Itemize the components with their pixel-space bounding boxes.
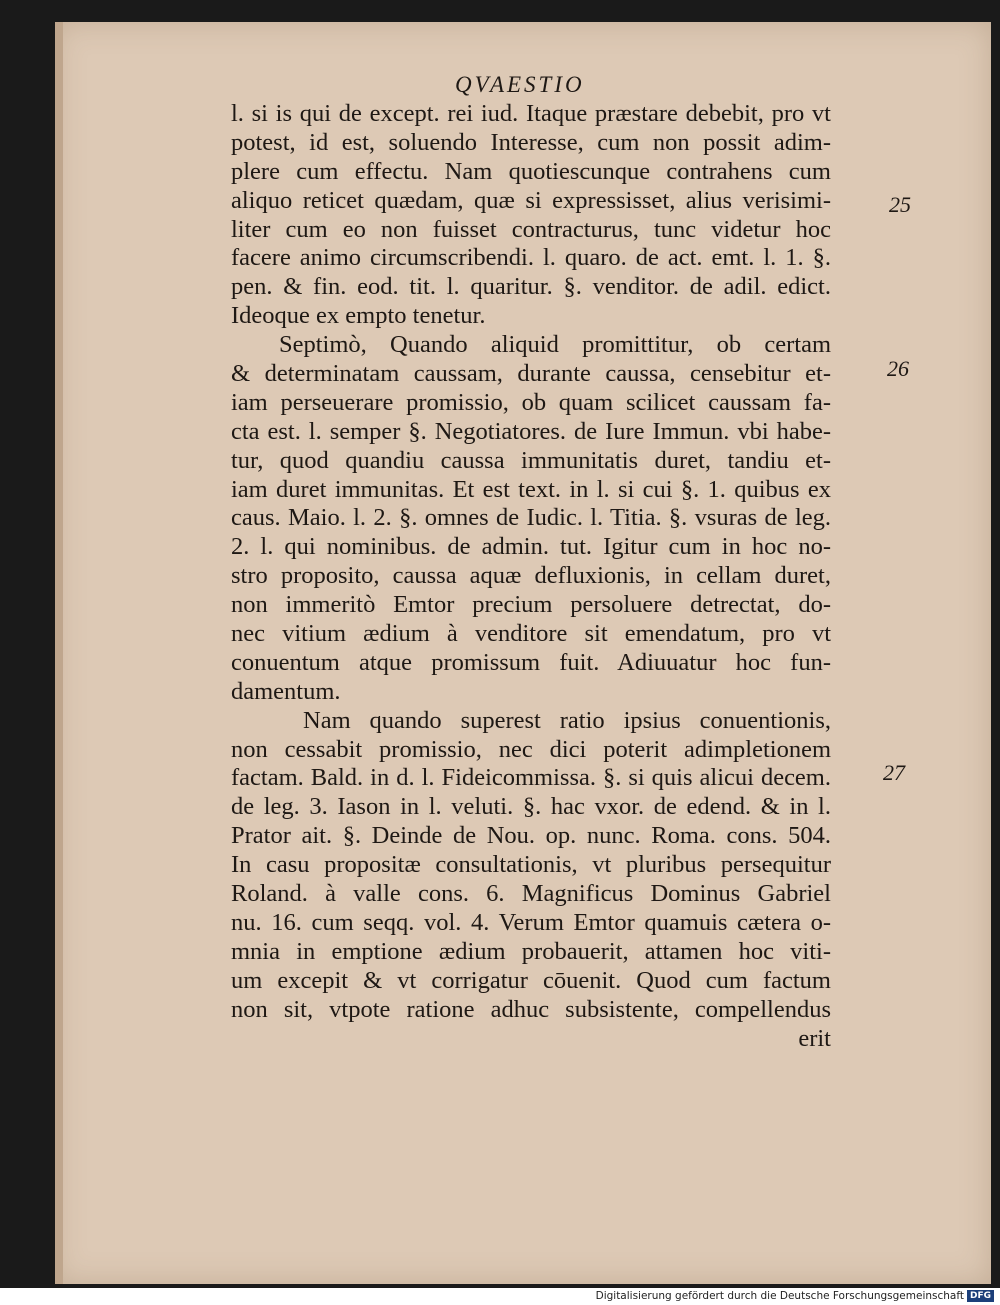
margin-number: 27 <box>883 760 905 785</box>
text-line: Prator ait. §. Deinde de Nou. op. nunc. Roma. cons. 504. <box>231 822 831 850</box>
text-line: factam. Bald. in d. l. Fideicommissa. §. si quis alicui decem. <box>231 764 831 792</box>
catchword: erit <box>798 1024 831 1052</box>
text-line: Roland. à valle cons. 6. Magnificus Dominus Gabriel <box>231 880 831 908</box>
text-line: potest, id est, soluendo Interesse, cum non possit adim- <box>231 128 831 156</box>
text-line: plere cum effectu. Nam quotiescunque contrahens cum <box>231 157 831 185</box>
margin-number: 26 <box>887 356 909 381</box>
text-line: nu. 16. cum seqq. vol. 4. Verum Emtor quamuis cætera o- <box>231 908 831 936</box>
page-edge <box>55 22 63 1284</box>
text-line: 2. l. qui nominibus. de admin. tut. Igitur cum in hoc no- <box>231 533 831 561</box>
text-line: caus. Maio. l. 2. §. omnes de Iudic. l. Titia. §. vsuras de leg. <box>231 504 831 532</box>
text-line: damentum. <box>231 677 341 705</box>
text-line: cta est. l. semper §. Negotiatores. de Iure Immun. vbi habe- <box>231 417 831 445</box>
text-line: & determinatam caussam, durante caussa, censebitur et- <box>231 360 831 388</box>
text-line: iam duret immunitas. Et est text. in l. si cui §. 1. quibus ex <box>231 475 831 503</box>
text-line: nec vitium ædium à venditore sit emendatum, pro vt <box>231 620 831 648</box>
text-line: stro proposito, caussa aquæ defluxionis, in cellam duret, <box>231 562 831 590</box>
text-line: Ideoque ex empto tenetur. <box>231 302 486 330</box>
text-line: liter cum eo non fuisset contracturus, tunc videtur hoc <box>231 215 831 243</box>
text-line: um excepit & vt corrigatur cōuenit. Quod cum factum <box>231 966 831 994</box>
text-line: l. si is qui de except. rei iud. Itaque præstare debebit, pro vt <box>231 100 831 127</box>
margin-number: 25 <box>889 192 911 217</box>
text-line: non sit, vtpote ratione adhuc subsistente, compellendus <box>231 995 831 1023</box>
body-text <box>231 100 831 1053</box>
text-line: de leg. 3. Iason in l. veluti. §. hac vxor. de edend. & in l. <box>231 793 831 821</box>
text-line: iam perseuerare promissio, ob quam scilicet caussam fa- <box>231 388 831 416</box>
text-line: pen. & fin. eod. tit. l. quaritur. §. venditor. de adil. edict. <box>231 273 831 301</box>
text-line: conuentum atque promissum fuit. Adiuuatur hoc fun- <box>231 648 831 676</box>
text-line: facere animo circumscribendi. l. quaro. de act. emt. l. 1. §. <box>231 244 831 272</box>
text-line: non cessabit promissio, nec dici poterit adimpletionem <box>231 735 831 763</box>
text-line: In casu propositæ consultationis, vt pluribus persequitur <box>231 851 831 879</box>
text-line: aliquo reticet quædam, quæ si expressisset, alius verisimi- <box>231 186 831 214</box>
dfg-logo-icon: DFG <box>967 1290 994 1302</box>
page-heading: QVAESTIO <box>455 72 585 97</box>
text-line: tur, quod quandiu caussa immunitatis duret, tandiu et- <box>231 446 831 474</box>
text-line: Septimò, Quando aliquid promittitur, ob certam <box>279 331 831 359</box>
footer-credit: Digitalisierung gefördert durch die Deutsche Forschungsgemeinschaft <box>595 1290 964 1302</box>
text-line: Nam quando superest ratio ipsius conuentionis, <box>303 706 831 734</box>
text-line: non immeritò Emtor precium persoluere detrectat, do- <box>231 591 831 619</box>
text-line: mnia in emptione ædium probauerit, attamen hoc viti- <box>231 937 831 965</box>
